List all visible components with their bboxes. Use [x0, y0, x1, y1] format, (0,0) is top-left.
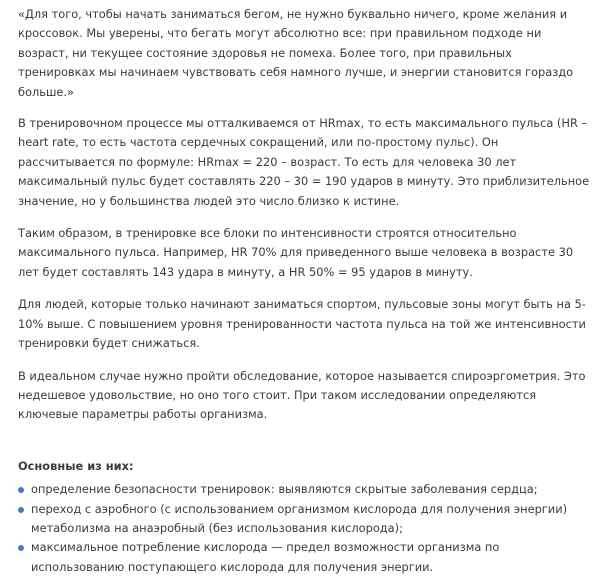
paragraph-spiroergometry: В идеальном случае нужно пройти обследование, которое называется спироэргометрия. Это недешевое удовольствие, но оно того стоит. При таком исследовании определяются ключевые параметры работы организма. [18, 368, 586, 422]
article-body [18, 5, 592, 577]
key-parameters-list [18, 480, 592, 577]
bullet-dot-icon [18, 545, 24, 551]
paragraph-beginners: Для людей, которые только начинают заниматься спортом, пульсовые зоны могут быть на 5-10% выше. С повышением уровня тренированности частота пульса на той же интенсивности тренировки будет снижаться. [18, 297, 586, 351]
list-heading: Основные из них: [18, 458, 134, 473]
paragraph-intensity: Таким образом, в тренировке все блоки по интенсивности строятся относительно максимального пульса. Например, HR 70% для приведенного выше человека в возрасте 30 лет будет составлять 143 удара в минуту, а HR 50% = 95 ударов в минуту. [18, 226, 574, 279]
paragraph-hrmax: В тренировочном процессе мы отталкиваемся от HRmax, то есть максимального пульса (HR – heart rate, то есть частота сердечных сокращений, или по-простому пульс). Он рассчитывается по формуле: HRmax = 220 – возраст. То есть для человека 30 лет максимальный пульс будет составлять 220 – 30 = 190 ударов в минуту. Это приблизительное значение, но у большинства людей это число близко к истине. [18, 116, 590, 208]
list-item-text: определение безопасности тренировок: выявляются скрытые заболевания сердца; [31, 482, 538, 497]
bullet-dot-icon [18, 507, 24, 513]
bullet-dot-icon [18, 487, 24, 493]
list-item [18, 538, 592, 577]
section-spacer [18, 438, 592, 457]
list-item-text: максимальное потребление кислорода — предел возможности организма по использованию поступающего кислорода для получения энергии. [31, 540, 500, 574]
list-item [18, 480, 592, 499]
quote-paragraph: «Для того, чтобы начать заниматься бегом, не нужно буквально ничего, кроме желания и кроссовок. Мы уверены, что бегать могут абсолютно все: при правильном подходе ни возраст, ни текущее состояние здоровья не помеха. Более того, при правильных тренировках мы начинаем чувствовать себя намного лучше, и энергии становится гораздо больше.» [18, 7, 574, 99]
list-item [18, 500, 592, 539]
list-item-text: переход с аэробного (с использованием организмом кислорода для получения энергии) метаболизма на анаэробный (без использования кислорода); [31, 501, 568, 535]
